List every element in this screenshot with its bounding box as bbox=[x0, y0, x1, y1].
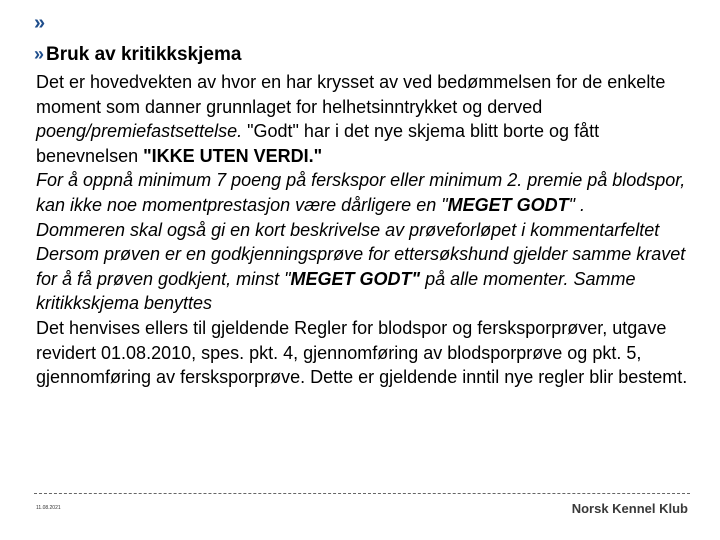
paragraph-5: Det henvises ellers til gjeldende Regler for blodspor og fersksporprøver, utgave revidert 01.08.2010, spes. pkt. 4, gjennomføring av blodsporprøve og pkt. 5, gjennomføring av fersksporprøve. Dette er gjeldende inntil nye regler blir bestemt. bbox=[36, 317, 688, 388]
heading-bullet: » bbox=[34, 44, 45, 64]
p4-text-2: på alle momenter. Samme kritikkskjema benyttes bbox=[36, 268, 636, 314]
p2-bold: MEGET GODT bbox=[447, 194, 569, 215]
p1-bold: "IKKE UTEN VERDI." bbox=[143, 145, 323, 166]
paragraph-3: Dommeren skal også gi en kort beskrivelse av prøveforløpet i kommentarfeltet bbox=[36, 219, 660, 240]
p1-text-2: "Godt" har i det nye skjema blitt borte og fått benevnelsen bbox=[36, 121, 600, 166]
empty-bullet: » bbox=[34, 12, 46, 34]
p1-italic: poeng/premiefastsettelse. bbox=[36, 121, 243, 142]
p4-text: Dersom prøven er en godkjenningsprøve for ettersøkshund gjelder samme kravet for å få prøven godkjent, minst " bbox=[36, 244, 686, 289]
p2-text: For å oppnå minimum 7 poeng på ferskspor eller minimum 2. premie på blodspor, kan ikke noe momentprestasjon være dårligere en " bbox=[36, 170, 686, 215]
paragraph-1 bbox=[36, 70, 696, 168]
paragraph-4 bbox=[36, 242, 696, 316]
paragraph-2 bbox=[36, 168, 696, 217]
slide-heading bbox=[34, 43, 241, 66]
footer-brand-logo: Norsk Kennel Klub bbox=[571, 501, 688, 516]
p1-text: Det er hovedvekten av hvor en har krysset av ved bedømmelsen for de enkelte moment som danner grunnlaget for helhetsinntrykket og derved bbox=[36, 72, 666, 117]
footer-date: 11.08.2021 bbox=[36, 505, 61, 511]
slide-body bbox=[36, 70, 696, 390]
p4-bold: MEGET GODT" bbox=[290, 268, 421, 289]
heading-text: Bruk av kritikkskjema bbox=[46, 44, 242, 65]
p2-text-2: " . bbox=[568, 194, 586, 215]
footer-divider bbox=[34, 493, 690, 494]
